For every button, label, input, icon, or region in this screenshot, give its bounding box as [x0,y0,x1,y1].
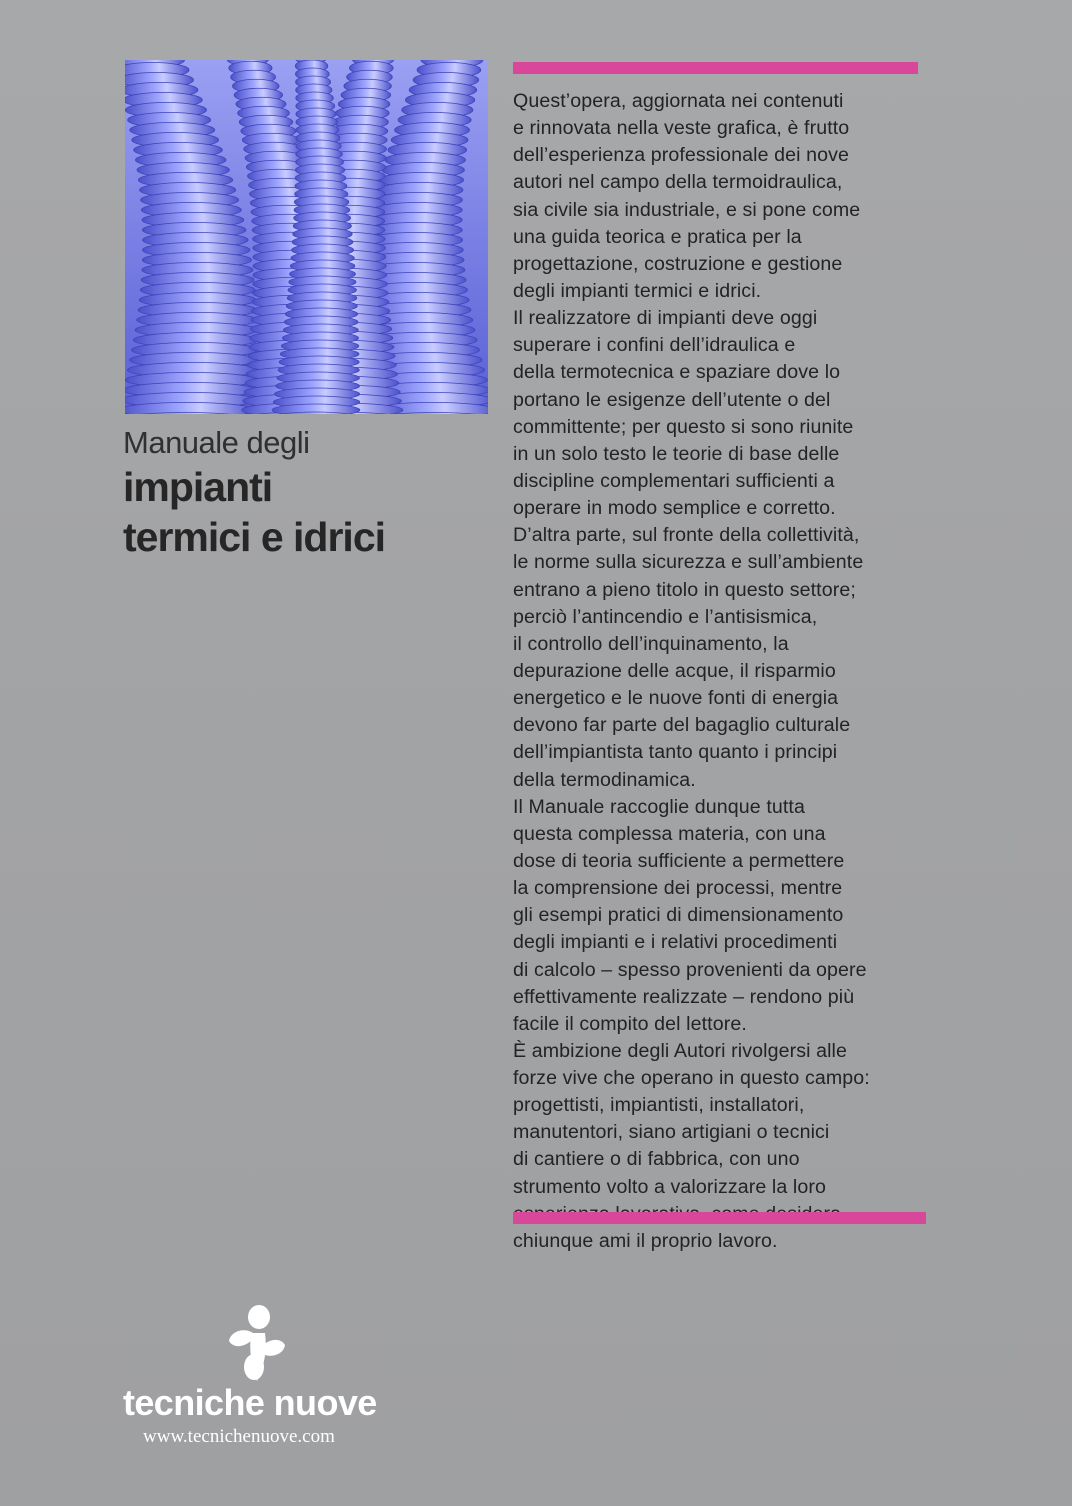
description-line: strumento volto a valorizzare la loro [513,1175,826,1198]
book-description [513,88,943,1255]
description-line: operare in modo semplice e corretto. [513,497,836,520]
description-line: portano le esigenze dell’utente o del [513,388,831,411]
cover-photo [125,60,488,414]
corrugated-pipes-image [125,60,488,414]
description-line: discipline complementari sufficienti a [513,469,835,492]
top-accent-bar [513,62,918,74]
description-line: facile il compito del lettore. [513,1012,747,1035]
description-line: dell’impiantista tanto quanto i principi [513,741,838,764]
description-line: di calcolo – spesso provenienti da opere [513,958,867,981]
description-line: in un solo testo le teorie di base delle [513,442,840,465]
description-line: entrano a pieno titolo in questo settore; [513,578,856,601]
description-line: e rinnovata nella veste grafica, è frutto [513,117,850,140]
book-title [123,424,483,562]
description-line: perciò l’antincendio e l’antisismica, [513,605,818,628]
description-line: Il Manuale raccoglie dunque tutta [513,795,805,818]
description-line: manutentori, siano artigiani o tecnici [513,1121,830,1144]
description-line: progettisti, impiantisti, installatori, [513,1094,805,1117]
description-line: dell’esperienza professionale dei nove [513,144,850,167]
description-line: devono far parte del bagaglio culturale [513,714,851,737]
title-line-1: Manuale degli [123,425,310,460]
description-line: progettazione, costruzione e gestione [513,252,843,275]
publisher-name: tecniche nuove [123,1382,377,1423]
description-line: della termodinamica. [513,768,696,791]
description-line: la comprensione dei processi, mentre [513,877,843,900]
description-line: degli impianti termici e idrici. [513,279,762,302]
title-line-3: termici e idrici [123,514,386,560]
publisher-cross-logo-icon [221,1305,293,1383]
description-line: sia civile sia industriale, e si pone come [513,198,861,221]
description-line: questa complessa materia, con una [513,822,826,845]
description-line: superare i confini dell’idraulica e [513,334,796,357]
bottom-accent-bar [513,1212,926,1224]
publisher-url[interactable]: www.tecnichenuove.com [143,1426,335,1447]
description-line: il controllo dell’inquinamento, la [513,632,789,655]
description-line: gli esempi pratici di dimensionamento [513,904,844,927]
description-line: le norme sulla sicurezza e sull’ambiente [513,551,864,574]
description-line: chiunque ami il proprio lavoro. [513,1229,778,1252]
description-line: depurazione delle acque, il risparmio [513,659,836,682]
pipe-ribs [125,60,488,414]
title-line-2: impianti [123,464,273,510]
description-line: È ambizione degli Autori rivolgersi alle [513,1039,847,1062]
description-line: Quest’opera, aggiornata nei contenuti [513,90,844,112]
description-line: forze vive che operano in questo campo: [513,1067,870,1090]
description-line: della termotecnica e spaziare dove lo [513,361,841,384]
description-line: degli impianti e i relativi procedimenti [513,931,838,954]
description-line: di cantiere o di fabbrica, con uno [513,1148,800,1171]
description-line: committente; per questo si sono riunite [513,415,854,438]
description-line: D’altra parte, sul fronte della collettività, [513,524,860,547]
description-line: una guida teorica e pratica per la [513,225,802,248]
description-line: Il realizzatore di impianti deve oggi [513,307,818,330]
description-line: autori nel campo della termoidraulica, [513,171,843,194]
description-line: energetico e le nuove fonti di energia [513,687,839,710]
description-line: dose di teoria sufficiente a permettere [513,849,845,872]
description-line: effettivamente realizzate – rendono più [513,985,855,1008]
